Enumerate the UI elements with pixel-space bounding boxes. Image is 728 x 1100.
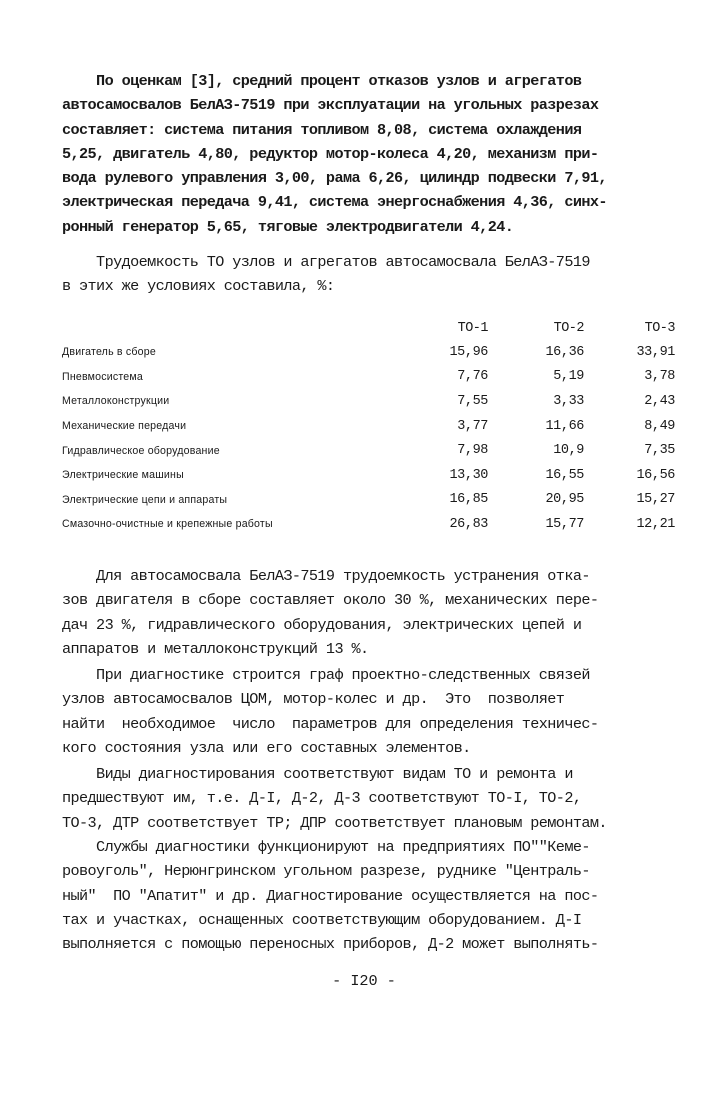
labor-intensity-table xyxy=(62,316,675,537)
table-cell-to3: 3,78 xyxy=(644,369,675,385)
text-line: Виды диагностирования соответствуют видам ТО и ремонта и xyxy=(62,765,573,783)
text-line: дач 23 %, гидравлического оборудования, электрических цепей и xyxy=(62,615,582,634)
table-cell-to1: 3,77 xyxy=(457,418,488,434)
text-line: выполняется с помощью переносных приборов, Д-2 может выполнять- xyxy=(62,935,599,954)
table-cell-to1: 7,76 xyxy=(457,369,488,385)
table-cell-to3: 15,27 xyxy=(636,492,675,508)
paragraph-repair-labor xyxy=(62,564,598,661)
table-row xyxy=(62,365,675,390)
table-header-to1: ТО-1 xyxy=(457,320,488,336)
paragraph-diagnostics-graph xyxy=(62,663,598,760)
text-line: Службы диагностики функционируют на предприятиях ПО""Кеме- xyxy=(62,838,590,856)
table-row xyxy=(62,340,675,365)
page-number: - I20 - xyxy=(332,972,396,990)
text-line: Трудоемкость ТО узлов и агрегатов автосамосвала БелАЗ-7519 xyxy=(62,253,590,271)
table-row xyxy=(62,389,675,414)
text-line: тах и участках, оснащенных соответствующим оборудованием. Д-I xyxy=(62,910,582,929)
table-cell-name: Двигатель в сборе xyxy=(62,346,156,359)
table-row xyxy=(62,438,675,463)
table-header-empty xyxy=(62,316,432,340)
table-cell-to2: 15,77 xyxy=(545,516,584,532)
text-line: По оценкам [3], средний процент отказов узлов и агрегатов xyxy=(62,72,582,90)
table-cell-to3: 8,49 xyxy=(644,418,675,434)
table-cell-to3: 2,43 xyxy=(644,393,675,409)
table-cell-to2: 20,95 xyxy=(545,492,584,508)
table-cell-name: Электрические машины xyxy=(62,469,184,482)
text-line: 5,25, двигатель 4,80, редуктор мотор-колеса 4,20, механизм при- xyxy=(62,144,599,163)
table-row xyxy=(62,414,675,439)
text-line: ровоуголь", Нерюнгринском угольном разрезе, руднике "Централь- xyxy=(62,862,590,881)
text-line: предшествуют им, т.е. Д-I, Д-2, Д-3 соответствуют ТО-I, ТО-2, xyxy=(62,789,582,808)
table-cell-to2: 16,36 xyxy=(545,344,584,360)
table-cell-to1: 7,98 xyxy=(457,443,488,459)
text-line: При диагностике строится граф проектно-следственных связей xyxy=(62,666,590,684)
table-cell-to3: 12,21 xyxy=(636,516,675,532)
paragraph-failure-rates xyxy=(62,69,607,239)
table-header-to2: ТО-2 xyxy=(553,320,584,336)
table-cell-to1: 7,55 xyxy=(457,393,488,409)
text-line: Для автосамосвала БелАЗ-7519 трудоемкость устранения отка- xyxy=(62,567,590,585)
table-cell-name: Гидравлическое оборудование xyxy=(62,444,220,457)
table-cell-name: Механические передачи xyxy=(62,420,187,433)
text-line: узлов автосамосвалов ЦОМ, мотор-колес и др. Это позволяет xyxy=(62,690,565,709)
table-header-to3: ТО-3 xyxy=(644,320,675,336)
table-row xyxy=(62,463,675,488)
paragraph-diagnostics-types xyxy=(62,762,607,835)
table-header-row xyxy=(62,316,675,340)
paragraph-diagnostics-services xyxy=(62,835,598,956)
table-cell-name: Смазочно-очистные и крепежные работы xyxy=(62,518,273,531)
table-cell-to1: 26,83 xyxy=(449,516,488,532)
text-line: ный" ПО "Апатит" и др. Диагностирование осуществляется на пос- xyxy=(62,886,599,905)
text-line: найти необходимое число параметров для определения техничес- xyxy=(62,714,599,733)
text-line: составляет: система питания топливом 8,08, система охлаждения xyxy=(62,120,582,139)
table-cell-to1: 13,30 xyxy=(449,467,488,483)
text-line: в этих же условиях составила, %: xyxy=(62,277,335,296)
table-row xyxy=(62,512,675,537)
paragraph-labor-intro xyxy=(62,250,590,299)
table-cell-to3: 16,56 xyxy=(636,467,675,483)
text-line: зов двигателя в сборе составляет около 30 %, механических пере- xyxy=(62,591,599,610)
table-row xyxy=(62,488,675,513)
text-line: ронный генератор 5,65, тяговые электродвигатели 4,24. xyxy=(62,217,514,236)
table-cell-to2: 5,19 xyxy=(553,369,584,385)
text-line: вода рулевого управления 3,00, рама 6,26, цилиндр подвески 7,91, xyxy=(62,169,607,188)
table-cell-to3: 33,91 xyxy=(636,344,675,360)
table-cell-to3: 7,35 xyxy=(644,443,675,459)
text-line: ТО-3, ДТР соответствует ТР; ДПР соответствует плановым ремонтам. xyxy=(62,813,607,832)
text-line: электрическая передача 9,41, система энергоснабжения 4,36, синх- xyxy=(62,193,607,212)
table-cell-name: Пневмосистема xyxy=(62,370,143,383)
table-cell-to2: 16,55 xyxy=(545,467,584,483)
table-cell-to2: 10,9 xyxy=(553,443,584,459)
table-cell-to2: 11,66 xyxy=(545,418,584,434)
text-line: аппаратов и металлоконструкций 13 %. xyxy=(62,639,369,658)
table-cell-to2: 3,33 xyxy=(553,393,584,409)
table-cell-to1: 15,96 xyxy=(449,344,488,360)
table-cell-name: Металлоконструкции xyxy=(62,395,170,408)
table-cell-name: Электрические цепи и аппараты xyxy=(62,493,228,506)
text-line: кого состояния узла или его составных элементов. xyxy=(62,738,471,757)
text-line: автосамосвалов БелАЗ-7519 при эксплуатации на угольных разрезах xyxy=(62,96,599,115)
table-cell-to1: 16,85 xyxy=(449,492,488,508)
